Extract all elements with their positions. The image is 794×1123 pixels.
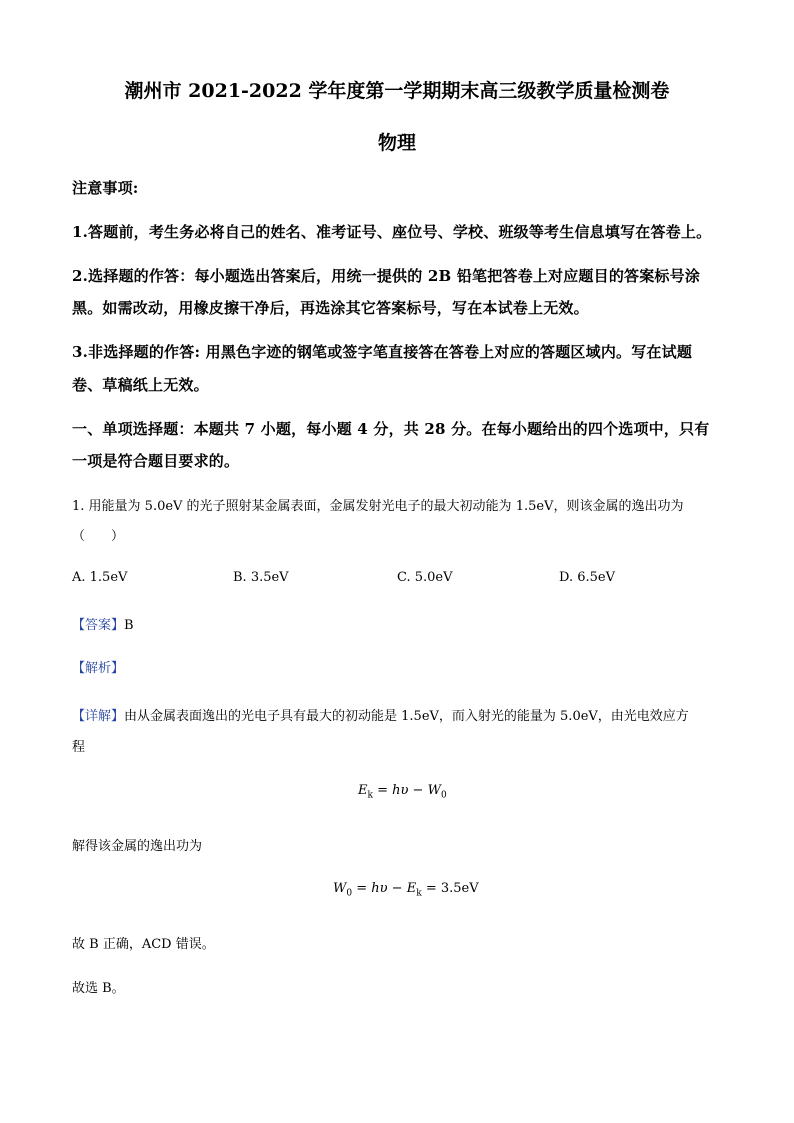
detail-line-2: 程 — [72, 740, 86, 755]
solve-text: 解得该金属的逸出功为 — [72, 839, 203, 854]
conclusion-1: 故 B 正确，ACD 错误。 — [72, 937, 215, 952]
option-a: A. 1.5eV — [72, 570, 128, 585]
formula-photoelectric — [358, 783, 447, 801]
formula1-rhs-sub: 0 — [440, 790, 447, 801]
section-heading-line-2: 一项是符合题目要求的。 — [72, 452, 240, 470]
formula2-mid-sub: k — [416, 888, 422, 899]
answer-value: B — [124, 618, 134, 633]
notice-item-3-line-1: 3.非选择题的作答: 用黑色字迹的钢笔或签字笔直接答在答卷上对应的答题区域内。写在试题 — [72, 343, 693, 361]
analysis-line — [72, 657, 124, 676]
formula-work-function — [333, 881, 479, 899]
answer-line — [72, 614, 134, 633]
notice-item-1: 1.答题前，考生务必将自己的姓名、准考证号、座位号、学校、班级等考生信息填写在答卷上。 — [72, 223, 712, 241]
option-c: C. 5.0eV — [397, 570, 453, 585]
detail-tag: 【详解】 — [72, 709, 125, 724]
notice-heading: 注意事项: — [72, 179, 139, 197]
formula1-lhs: E — [358, 783, 368, 798]
formula2-rhs: = 3.5eV — [425, 881, 479, 896]
option-b: B. 3.5eV — [233, 570, 289, 585]
detail-text-1: 由从金属表面逸出的光电子具有最大的初动能是 1.5eV，而入射光的能量为 5.0eV，由光电效应方 — [124, 709, 689, 724]
exam-title: 潮州市 2021-2022 学年度第一学期期末高三级教学质量检测卷 — [124, 80, 670, 102]
answer-tag: 【答案】 — [72, 618, 125, 633]
formula1-rhs: = hυ − W — [377, 783, 441, 798]
conclusion-2: 故选 B。 — [72, 981, 125, 996]
option-d: D. 6.5eV — [559, 570, 615, 585]
subject-title: 物理 — [377, 132, 416, 154]
formula2-lhs-sub: 0 — [346, 888, 353, 899]
question-stem-line-1: 1. 用能量为 5.0eV 的光子照射某金属表面，金属发射光电子的最大初动能为 1.5eV，则该金属的逸出功为 — [72, 499, 684, 514]
analysis-tag: 【解析】 — [72, 661, 125, 676]
notice-item-2-line-1: 2.选择题的作答：每小题选出答案后，用统一提供的 2B 铅笔把答卷上对应题目的答案标号涂 — [72, 267, 701, 285]
formula2-lhs: W — [333, 881, 347, 896]
question-stem-line-2: （ ） — [72, 529, 125, 544]
section-heading-line-1: 一、单项选择题：本题共 7 小题，每小题 4 分，共 28 分。在每小题给出的四个选项中，只有 — [72, 420, 710, 438]
formula2-mid: = hυ − E — [356, 881, 417, 896]
detail-line-1 — [72, 705, 689, 724]
formula1-lhs-sub: k — [367, 790, 373, 801]
notice-item-3-line-2: 卷、草稿纸上无效。 — [72, 376, 209, 394]
notice-item-2-line-2: 黑。如需改动，用橡皮擦干净后，再选涂其它答案标号，写在本试卷上无效。 — [72, 299, 589, 317]
